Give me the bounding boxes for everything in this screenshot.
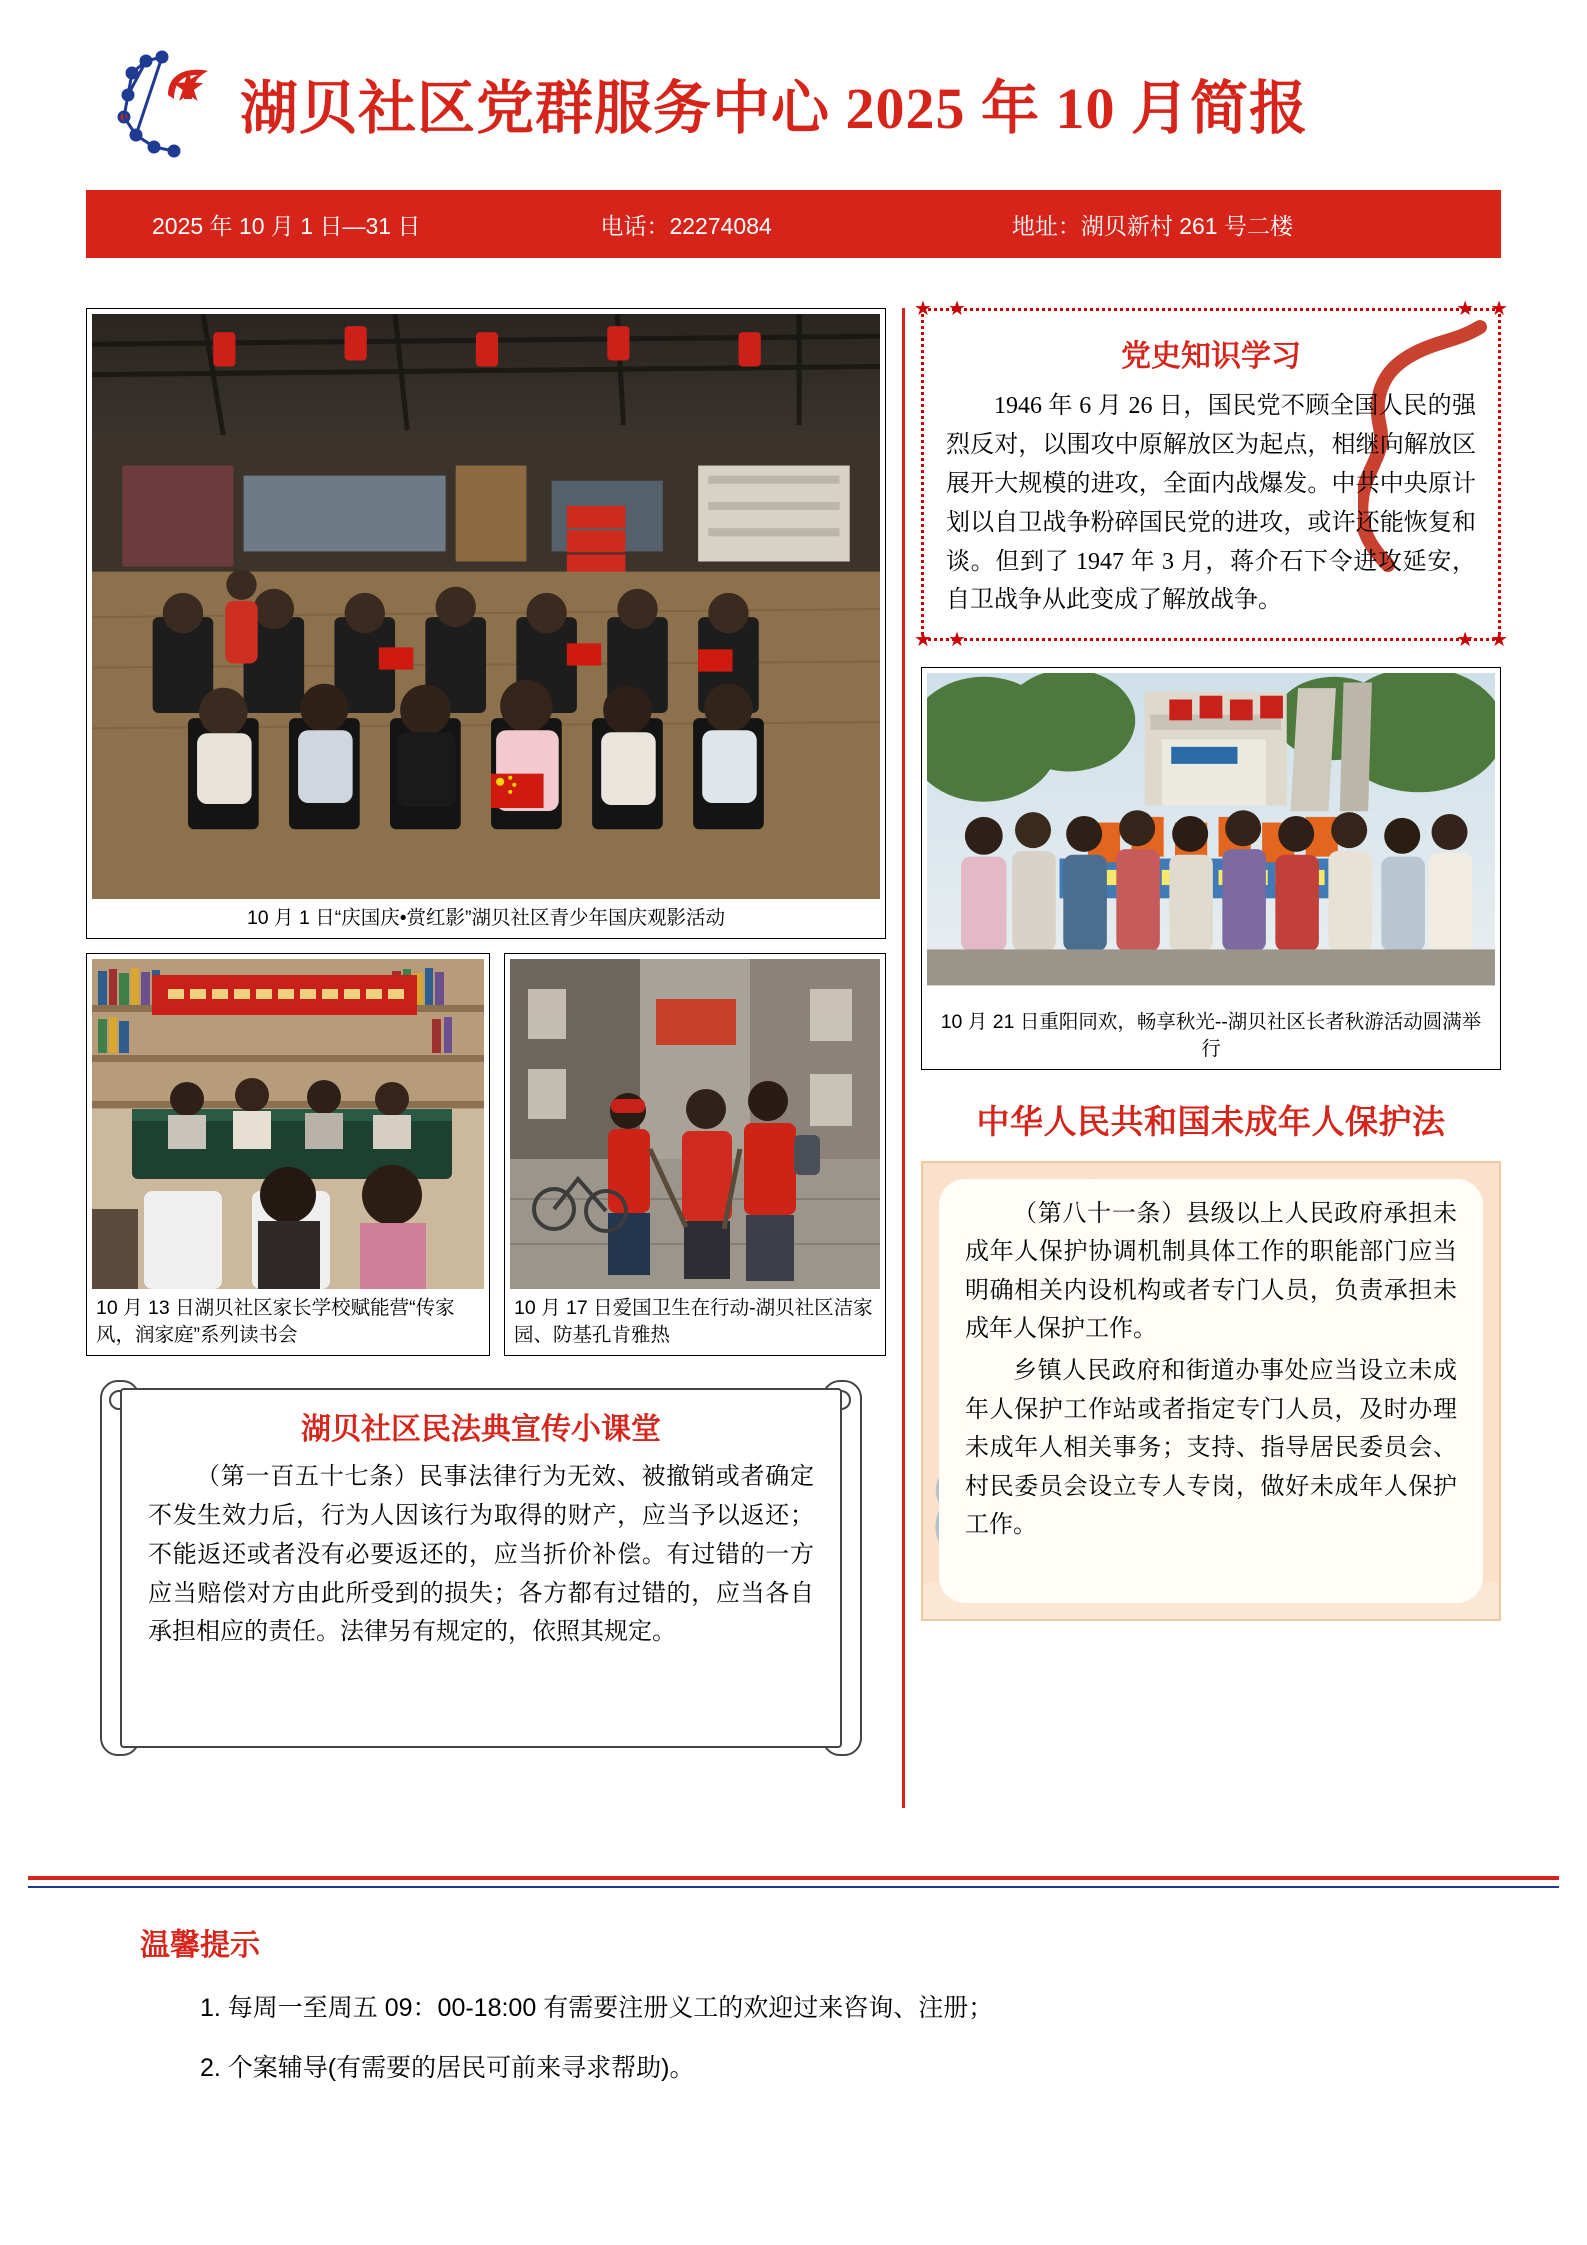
star-decoration-icon: ★ (1490, 298, 1508, 320)
photo-card-sanitation (504, 953, 886, 1356)
tips-section (140, 1920, 1467, 2109)
info-date-range: 2025 年 10 月 1 日—31 日 (152, 212, 421, 239)
page-title: 湖贝社区党群服务中心 2025 年 10 月简报 (240, 76, 1309, 141)
star-decoration-icon: ★ (1456, 298, 1474, 320)
photo-caption-sanitation: 10 月 17 日爱国卫生在行动-湖贝社区洁家园、防基孔肯雅热 (514, 1297, 873, 1346)
party-history-box (914, 298, 1508, 652)
right-column (914, 298, 1508, 1808)
tips-title: 温馨提示 (140, 1929, 260, 1962)
star-decoration-icon: ★ (914, 298, 932, 320)
star-decoration-icon: ★ (1456, 629, 1474, 652)
party-history-title: 党史知识学习 (1121, 340, 1301, 373)
star-decoration-icon: ★ (948, 298, 966, 320)
tips-item-1: 1. 每周一至周五 09：00-18:00 有需要注册义工的欢迎过来咨询、注册； (200, 1994, 994, 2022)
content-columns (86, 298, 1508, 1808)
photo-caption-elderly-autumn-tour: 10 月 21 日重阳同欢，畅享秋光--湖贝社区长者秋游活动圆满举行 (940, 1011, 1482, 1060)
star-decoration-icon: ★ (948, 629, 966, 652)
left-column (86, 308, 886, 1808)
photo-image-sanitation (510, 959, 880, 1289)
minor-protection-box (921, 1161, 1501, 1621)
civil-code-scroll (86, 1388, 876, 1748)
photo-card-national-day-film (86, 308, 886, 939)
party-history-text: 1946 年 6 月 26 日，国民党不顾全国人民的强烈反对，以围攻中原解放区为起点，相继向解放区展开大规模的进攻，全面内战爆发。中共中央原计划以自卫战争粉碎国民党的进攻，或许还能恢复和谈。但到了 1947 年 3 月，蒋介石下令进攻延安，自卫战争从此变成了解放战争。 (946, 393, 1476, 614)
page-header (86, 0, 1501, 170)
photo-card-elderly-autumn-tour (921, 667, 1501, 1070)
civil-code-text: （第一百五十七条）民事法律行为无效、被撤销或者确定不发生效力后，行为人因该行为取得的财产，应当予以返还；不能返还或者没有必要返还的，应当折价补偿。有过错的一方应当赔偿对方由此所受到的损失；各方都有过错的，应当各自承担相应的责任。法律另有规定的，依照其规定。 (148, 1463, 814, 1646)
info-bar (86, 190, 1501, 258)
star-decoration-icon: ★ (1490, 629, 1508, 652)
photo-card-parent-school (86, 953, 490, 1356)
star-decoration-icon: ★ (914, 629, 932, 652)
minor-protection-paragraph-1: （第八十一条）县级以上人民政府承担未成年人保护协调机制具体工作的职能部门应当明确相关内设机构或者专门人员，负责承担未成年人保护工作。 (965, 1200, 1457, 1343)
minor-protection-text-card (939, 1179, 1483, 1603)
column-divider (902, 308, 905, 1808)
photo-image-parent-school (92, 959, 484, 1289)
info-address: 地址：湖贝新村 261 号二楼 (1011, 212, 1293, 239)
photo-caption-parent-school: 10 月 13 日湖贝社区家长学校赋能营“传家风，润家庭”系列读书会 (96, 1297, 455, 1346)
footer-divider (28, 1876, 1559, 1888)
party-emblem-logo (110, 43, 230, 163)
tips-item-2: 2. 个案辅导(有需要的居民可前来寻求帮助)。 (200, 2053, 695, 2082)
photo-row (86, 953, 886, 1356)
minor-protection-paragraph-2: 乡镇人民政府和街道办事处应当设立未成年人保护工作站或者指定专门人员，及时办理未成年人相关事务；支持、指导居民委员会、村民委员会设立专人专岗，做好未成年人保护工作。 (965, 1358, 1457, 1538)
info-phone: 电话：22274084 (600, 212, 772, 239)
civil-code-title: 湖贝社区民法典宣传小课堂 (301, 1412, 661, 1446)
photo-caption-national-day-film: 10 月 1 日“庆国庆•赏红影”湖贝社区青少年国庆观影活动 (246, 907, 726, 929)
photo-image-national-day-film (92, 314, 880, 899)
civil-code-body (120, 1388, 842, 1748)
photo-image-elderly-autumn-tour (927, 673, 1495, 1003)
minor-protection-heading: 中华人民共和国未成年人保护法 (976, 1102, 1446, 1140)
